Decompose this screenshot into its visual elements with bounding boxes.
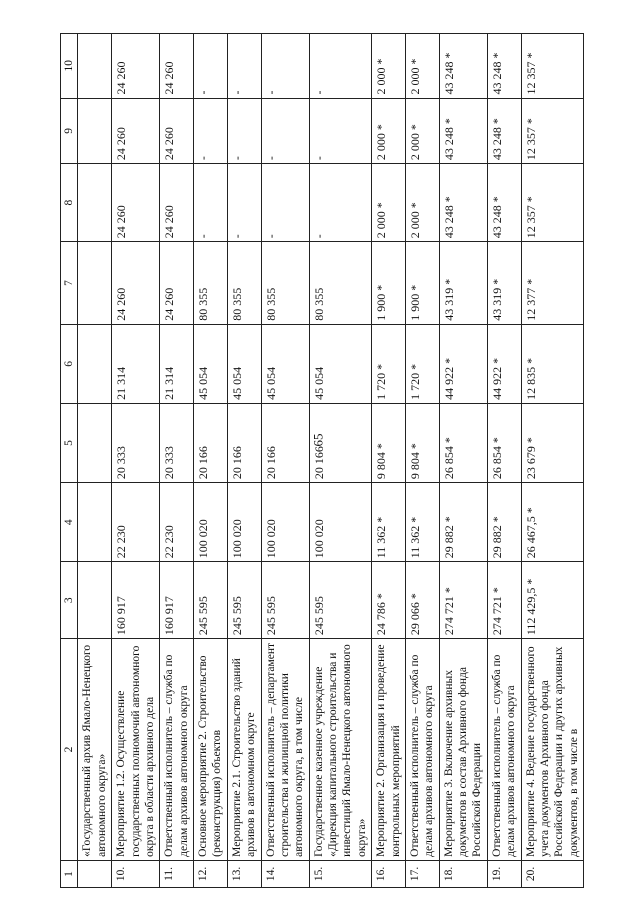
row-number: 20. — [521, 860, 584, 887]
row-name: «Государственный архив Ямало-Ненецкого автономного округа» — [78, 639, 112, 861]
column-header: 10 — [61, 34, 78, 99]
table-row — [160, 34, 194, 888]
value-cell: - — [194, 98, 228, 164]
value-cell: 274 721 * — [487, 562, 521, 639]
column-header: 5 — [61, 403, 78, 482]
row-number: 16. — [372, 860, 406, 887]
value-cell: 44 922 * — [487, 324, 521, 403]
value-cell: - — [309, 164, 372, 242]
value-cell: 100 020 — [227, 483, 261, 562]
value-cell: - — [261, 34, 309, 99]
value-cell: 1 900 * — [372, 242, 406, 325]
value-cell — [78, 34, 112, 99]
value-cell: 1 900 * — [405, 242, 439, 325]
value-cell: 43 248 * — [439, 164, 487, 242]
value-cell: 20 166 — [194, 403, 228, 482]
row-number: 19. — [487, 860, 521, 887]
column-header: 2 — [61, 639, 78, 861]
value-cell: 44 922 * — [439, 324, 487, 403]
table-row — [372, 34, 406, 888]
table-row — [261, 34, 309, 888]
table-row — [194, 34, 228, 888]
value-cell: 43 248 * — [439, 34, 487, 99]
value-cell: 45 054 — [227, 324, 261, 403]
value-cell: 24 260 — [112, 164, 160, 242]
row-name: Мероприятие 4. Ведение государственного учета документов Архивного фонда Российской Федерации и других архивных документов, в том числе в — [521, 639, 584, 861]
value-cell: 2 000 * — [405, 164, 439, 242]
row-number: 18. — [439, 860, 487, 887]
value-cell: 43 248 * — [487, 34, 521, 99]
table-row — [487, 34, 521, 888]
row-name: Ответственный исполнитель – служба по делам архивов автономного округа — [487, 639, 521, 861]
row-number: 13. — [227, 860, 261, 887]
value-cell: 20 333 — [112, 403, 160, 482]
value-cell: 43 248 * — [487, 164, 521, 242]
value-cell: - — [227, 34, 261, 99]
value-cell: 12 357 * — [521, 98, 584, 164]
value-cell: 26 467,5 * — [521, 483, 584, 562]
row-number: 14. — [261, 860, 309, 887]
value-cell: 43 319 * — [487, 242, 521, 325]
value-cell: 2 000 * — [405, 34, 439, 99]
value-cell: 43 248 * — [487, 98, 521, 164]
table-row — [112, 34, 160, 888]
value-cell — [78, 403, 112, 482]
value-cell: 26 854 * — [439, 403, 487, 482]
value-cell: 80 355 — [261, 242, 309, 325]
value-cell: 24 260 — [160, 98, 194, 164]
column-header: 6 — [61, 324, 78, 403]
value-cell: - — [194, 34, 228, 99]
value-cell: 9 804 * — [405, 403, 439, 482]
value-cell: - — [227, 98, 261, 164]
value-cell: 11 362 * — [372, 483, 406, 562]
value-cell: - — [194, 164, 228, 242]
value-cell: 24 786 * — [372, 562, 406, 639]
value-cell: 43 319 * — [439, 242, 487, 325]
value-cell: 2 000 * — [372, 98, 406, 164]
value-cell: 29 882 * — [439, 483, 487, 562]
value-cell: 80 355 — [227, 242, 261, 325]
value-cell: 100 020 — [194, 483, 228, 562]
column-header: 9 — [61, 98, 78, 164]
table-row — [227, 34, 261, 888]
value-cell: 24 260 — [112, 34, 160, 99]
value-cell: 160 917 — [112, 562, 160, 639]
row-number — [78, 860, 112, 887]
row-name: Ответственный исполнитель – служба по делам архивов автономного округа — [160, 639, 194, 861]
value-cell — [78, 164, 112, 242]
value-cell: - — [261, 98, 309, 164]
value-cell: 21 314 — [160, 324, 194, 403]
value-cell: 1 720 * — [405, 324, 439, 403]
value-cell: 26 854 * — [487, 403, 521, 482]
value-cell: 1 720 * — [372, 324, 406, 403]
row-name: Мероприятие 3. Включение архивных документов в состав Архивного фонда Российской Федерации — [439, 639, 487, 861]
value-cell: 24 260 — [160, 242, 194, 325]
row-number: 15. — [309, 860, 372, 887]
value-cell: 245 595 — [261, 562, 309, 639]
value-cell: 245 595 — [227, 562, 261, 639]
budget-table — [60, 33, 584, 888]
row-number: 12. — [194, 860, 228, 887]
value-cell: 80 355 — [194, 242, 228, 325]
value-cell — [78, 98, 112, 164]
row-name: Государственное казенное учреждение «Дирекция капитального строительства и инвестиций Ямало-Ненецкого автономного округа» — [309, 639, 372, 861]
value-cell: 112 429,5 * — [521, 562, 584, 639]
value-cell: 160 917 — [160, 562, 194, 639]
table-row — [405, 34, 439, 888]
value-cell: 12 357 * — [521, 34, 584, 99]
value-cell: 2 000 * — [372, 164, 406, 242]
row-name: Мероприятие 1.2. Осуществление государственных полномочий автономного округа в области архивного дела — [112, 639, 160, 861]
value-cell: 22 230 — [112, 483, 160, 562]
value-cell: 20 166 — [309, 403, 372, 482]
value-cell: 274 721 * — [439, 562, 487, 639]
value-cell: 100 020 — [261, 483, 309, 562]
value-cell — [78, 324, 112, 403]
header-row — [61, 34, 78, 888]
table-row — [521, 34, 584, 888]
value-cell: 100 020 — [309, 483, 372, 562]
row-number: 11. — [160, 860, 194, 887]
value-cell: 20 166 — [261, 403, 309, 482]
table-row — [78, 34, 112, 888]
value-cell: 245 595 — [194, 562, 228, 639]
value-cell: 12 357 * — [521, 164, 584, 242]
value-cell: 43 248 * — [439, 98, 487, 164]
column-header: 8 — [61, 164, 78, 242]
value-cell: 24 260 — [112, 242, 160, 325]
row-name: Ответственный исполнитель – департамент строительства и жилищной политики автономного округа, в том числе — [261, 639, 309, 861]
row-name: Мероприятие 2. Организация и проведение контрольных мероприятий — [372, 639, 406, 861]
value-cell: 11 362 * — [405, 483, 439, 562]
value-cell: 23 679 * — [521, 403, 584, 482]
value-cell: 24 260 — [160, 34, 194, 99]
value-cell: - — [309, 98, 372, 164]
table-row — [309, 34, 372, 888]
value-cell: - — [227, 164, 261, 242]
value-cell: - — [261, 164, 309, 242]
value-cell: 20 166 — [227, 403, 261, 482]
column-header: 7 — [61, 242, 78, 325]
row-name: Основное мероприятие 2. Строительство (реконструкция) объектов — [194, 639, 228, 861]
column-header: 3 — [61, 562, 78, 639]
value-cell: - — [309, 34, 372, 99]
value-cell: 12 835 * — [521, 324, 584, 403]
value-cell — [78, 483, 112, 562]
value-cell: 45 054 — [194, 324, 228, 403]
row-number: 17. — [405, 860, 439, 887]
value-cell — [78, 242, 112, 325]
value-cell: 29 066 * — [405, 562, 439, 639]
page-number: 65 — [310, 433, 326, 447]
value-cell: 2 000 * — [372, 34, 406, 99]
table-row — [439, 34, 487, 888]
value-cell: 29 882 * — [487, 483, 521, 562]
value-cell: 24 260 — [160, 164, 194, 242]
row-number: 10. — [112, 860, 160, 887]
value-cell: 245 595 — [309, 562, 372, 639]
value-cell: 9 804 * — [372, 403, 406, 482]
row-name: Мероприятие 2.1. Строительство зданий архивов в автономном округе — [227, 639, 261, 861]
value-cell: 20 333 — [160, 403, 194, 482]
value-cell: 22 230 — [160, 483, 194, 562]
column-header: 4 — [61, 483, 78, 562]
column-header: 1 — [61, 860, 78, 887]
value-cell: 2 000 * — [405, 98, 439, 164]
value-cell: 45 054 — [309, 324, 372, 403]
rotated-table-wrapper — [60, 33, 580, 888]
value-cell — [78, 562, 112, 639]
value-cell: 12 377 * — [521, 242, 584, 325]
row-name: Ответственный исполнитель – служба по делам архивов автономного округа — [405, 639, 439, 861]
value-cell: 24 260 — [112, 98, 160, 164]
value-cell: 45 054 — [261, 324, 309, 403]
value-cell: 80 355 — [309, 242, 372, 325]
value-cell: 21 314 — [112, 324, 160, 403]
